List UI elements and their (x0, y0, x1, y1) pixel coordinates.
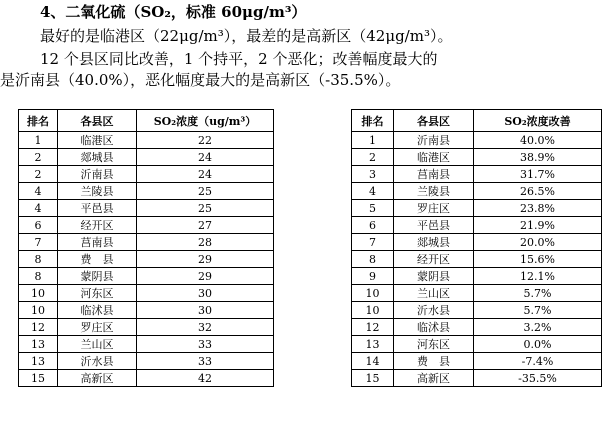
rank-cell: 2 (19, 149, 58, 166)
table-row (19, 353, 274, 370)
district-cell: 费 县 (394, 353, 474, 370)
district-cell: 郯城县 (58, 149, 137, 166)
district-cell: 莒南县 (58, 234, 137, 251)
district-cell: 兰山区 (58, 336, 137, 353)
table-row (19, 132, 274, 149)
district-cell: 郯城县 (394, 234, 474, 251)
table-row (352, 132, 602, 149)
table-header-row (19, 110, 274, 132)
value-cell: 27 (137, 217, 274, 234)
value-cell: 22 (137, 132, 274, 149)
value-cell: 30 (137, 302, 274, 319)
table-row (352, 149, 602, 166)
value-cell: -7.4% (474, 353, 602, 370)
table-row (19, 234, 274, 251)
rank-cell: 8 (352, 251, 394, 268)
rank-cell: 6 (352, 217, 394, 234)
district-cell: 蒙阴县 (58, 268, 137, 285)
value-cell: 25 (137, 200, 274, 217)
table-row (352, 353, 602, 370)
district-cell: 高新区 (58, 370, 137, 387)
section-heading: 4、二氧化硫（SO₂，标准 60μg/m³） (40, 3, 307, 21)
table-row (352, 217, 602, 234)
district-cell: 经开区 (58, 217, 137, 234)
district-cell: 罗庄区 (58, 319, 137, 336)
value-cell: 31.7% (474, 166, 602, 183)
rank-cell: 4 (19, 200, 58, 217)
rank-cell: 13 (19, 336, 58, 353)
table-row (19, 302, 274, 319)
rank-cell: 15 (352, 370, 394, 387)
rank-cell: 13 (352, 336, 394, 353)
district-cell: 临沭县 (394, 319, 474, 336)
paragraph-improvement-extremes: 是沂南县（40.0%），恶化幅度最大的是高新区（-35.5%）。 (0, 71, 401, 89)
value-cell: 24 (137, 149, 274, 166)
rank-cell: 2 (352, 149, 394, 166)
header-district: 各县区 (58, 110, 137, 132)
district-cell: 临港区 (394, 149, 474, 166)
paragraph-best-worst: 最好的是临港区（22μg/m³），最差的是高新区（42μg/m³）。 (40, 27, 453, 45)
rank-cell: 12 (352, 319, 394, 336)
rank-cell: 5 (352, 200, 394, 217)
so2-concentration-ranking-table (18, 109, 274, 387)
table-row (19, 217, 274, 234)
table-row (352, 251, 602, 268)
district-cell: 莒南县 (394, 166, 474, 183)
rank-cell: 9 (352, 268, 394, 285)
district-cell: 临沭县 (58, 302, 137, 319)
rank-cell: 2 (19, 166, 58, 183)
rank-cell: 12 (19, 319, 58, 336)
table-row (352, 302, 602, 319)
district-cell: 经开区 (394, 251, 474, 268)
value-cell: 20.0% (474, 234, 602, 251)
value-cell: -35.5% (474, 370, 602, 387)
value-cell: 29 (137, 251, 274, 268)
table-row (352, 234, 602, 251)
rank-cell: 10 (19, 302, 58, 319)
value-cell: 5.7% (474, 302, 602, 319)
rank-cell: 1 (352, 132, 394, 149)
value-cell: 24 (137, 166, 274, 183)
table-row (352, 200, 602, 217)
rank-cell: 7 (19, 234, 58, 251)
value-cell: 12.1% (474, 268, 602, 285)
table-row (19, 166, 274, 183)
rank-cell: 3 (352, 166, 394, 183)
table-row (19, 183, 274, 200)
value-cell: 21.9% (474, 217, 602, 234)
table-row (352, 183, 602, 200)
so2-improvement-ranking-table (351, 109, 602, 387)
value-cell: 25 (137, 183, 274, 200)
rank-cell: 7 (352, 234, 394, 251)
value-cell: 5.7% (474, 285, 602, 302)
value-cell: 26.5% (474, 183, 602, 200)
district-cell: 罗庄区 (394, 200, 474, 217)
value-cell: 38.9% (474, 149, 602, 166)
table-row (19, 336, 274, 353)
table-row (19, 268, 274, 285)
header-rank: 排名 (352, 110, 394, 132)
district-cell: 高新区 (394, 370, 474, 387)
value-cell: 15.6% (474, 251, 602, 268)
value-cell: 40.0% (474, 132, 602, 149)
value-cell: 3.2% (474, 319, 602, 336)
value-cell: 28 (137, 234, 274, 251)
rank-cell: 15 (19, 370, 58, 387)
table-row (352, 285, 602, 302)
table-body (352, 132, 602, 387)
table-row (19, 285, 274, 302)
table-row (352, 319, 602, 336)
rank-cell: 6 (19, 217, 58, 234)
district-cell: 兰山区 (394, 285, 474, 302)
value-cell: 23.8% (474, 200, 602, 217)
district-cell: 河东区 (394, 336, 474, 353)
paragraph-improvement-summary: 12 个县区同比改善，1 个持平，2 个恶化；改善幅度最大的 (40, 50, 438, 68)
district-cell: 沂南县 (58, 166, 137, 183)
rank-cell: 10 (352, 285, 394, 302)
table-header-row (352, 110, 602, 132)
value-cell: 33 (137, 336, 274, 353)
value-cell: 30 (137, 285, 274, 302)
table-row (352, 336, 602, 353)
value-cell: 33 (137, 353, 274, 370)
district-cell: 平邑县 (394, 217, 474, 234)
table-row (19, 251, 274, 268)
value-cell: 29 (137, 268, 274, 285)
district-cell: 平邑县 (58, 200, 137, 217)
district-cell: 兰陵县 (58, 183, 137, 200)
header-rank: 排名 (19, 110, 58, 132)
table-row (19, 319, 274, 336)
rank-cell: 14 (352, 353, 394, 370)
table-row (352, 166, 602, 183)
table-row (352, 370, 602, 387)
value-cell: 42 (137, 370, 274, 387)
district-cell: 费 县 (58, 251, 137, 268)
rank-cell: 4 (19, 183, 58, 200)
value-cell: 32 (137, 319, 274, 336)
rank-cell: 1 (19, 132, 58, 149)
district-cell: 沂水县 (394, 302, 474, 319)
table-row (19, 370, 274, 387)
rank-cell: 8 (19, 251, 58, 268)
table-row (352, 268, 602, 285)
district-cell: 沂南县 (394, 132, 474, 149)
header-so2-concentration: SO₂浓度（ug/m³） (137, 110, 274, 132)
table-row (19, 200, 274, 217)
value-cell: 0.0% (474, 336, 602, 353)
district-cell: 沂水县 (58, 353, 137, 370)
rank-cell: 10 (352, 302, 394, 319)
rank-cell: 8 (19, 268, 58, 285)
rank-cell: 4 (352, 183, 394, 200)
header-so2-improvement: SO₂浓度改善 (474, 110, 602, 132)
table-row (19, 149, 274, 166)
header-district: 各县区 (394, 110, 474, 132)
table-body (19, 132, 274, 387)
district-cell: 临港区 (58, 132, 137, 149)
district-cell: 蒙阴县 (394, 268, 474, 285)
rank-cell: 13 (19, 353, 58, 370)
rank-cell: 10 (19, 285, 58, 302)
district-cell: 兰陵县 (394, 183, 474, 200)
district-cell: 河东区 (58, 285, 137, 302)
